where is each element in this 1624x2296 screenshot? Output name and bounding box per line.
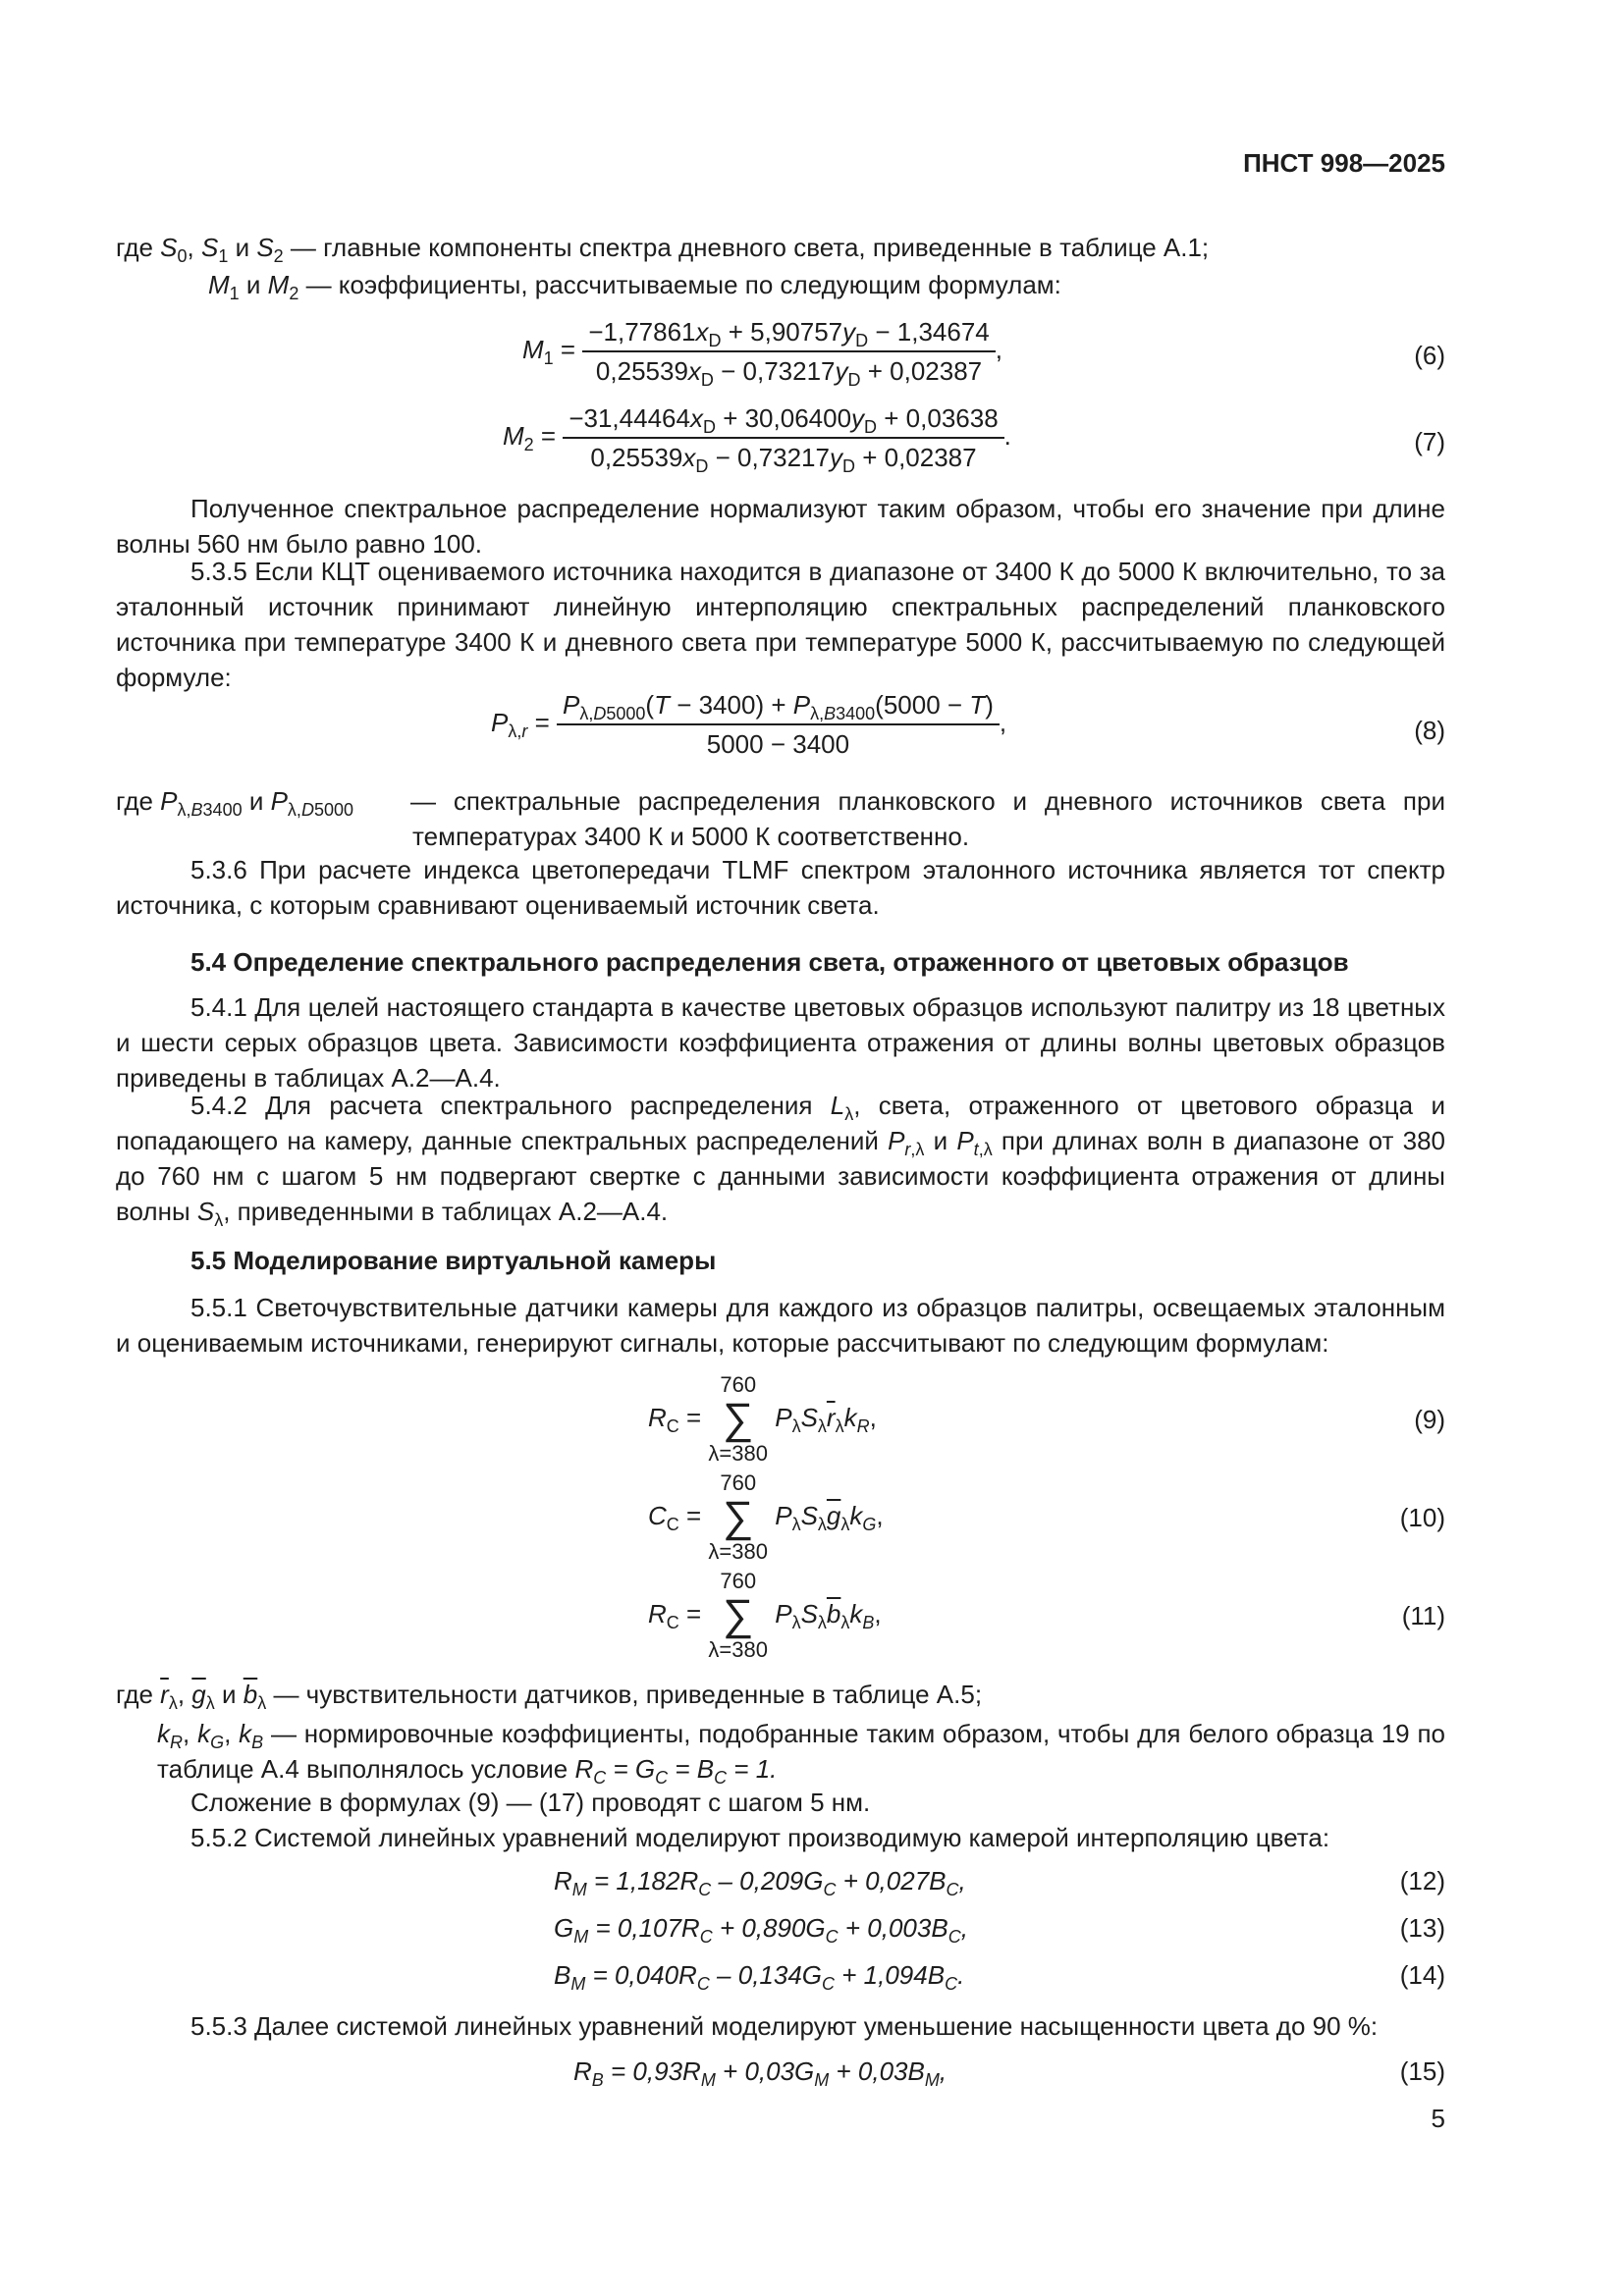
- formula-12-number: (12): [1399, 1866, 1445, 1896]
- formula-7: $M_2$ = $\frac{-31,44464x_D + 30,06400y_D + 0,03638}{0,25539x_D - 0,73217y_D + 0,02387}$ .: [503, 400, 1011, 475]
- definition-p-distributions-label: где $P_{\lambda,B3400}$ и $P_{\lambda,D5000}$: [116, 786, 353, 820]
- formula-14: $B_M = 0,040R_C - 0,134G_C + 1,094B_C$.: [554, 1960, 965, 1994]
- formula-12: $R_M = 1,182R_C - 0,209G_C + 0,027B_C$,: [554, 1866, 966, 1899]
- formula-8: $P_{\lambda,r}$ = $\frac{P_{\lambda,D5000}(T - 3400) + P_{\lambda,B3400}(5000 - T)}{5000 - 3400}$ ,: [491, 687, 1006, 762]
- formula-9: $R_C$ = 760 ∑ λ=380 $P_\lambda S_\lambda\overline{r}_\lambda k_R$,: [648, 1372, 877, 1466]
- paragraph-5-4-1: 5.4.1 Для целей настоящего стандарта в качестве цветовых образцов используют палитру из 18 цветных и шести серых образцов цвета. Зависимости коэффициента отражения от длины волны цветовых образцов приведены в таблицах А.2—А.4.: [116, 992, 1445, 1093]
- document-id: ПНСТ 998—2025: [1243, 148, 1445, 178]
- formula-6: $M_1$ = $\frac{-1,77861x_D + 5,90757y_D - 1,34674}{0,25539x_D - 0,73217y_D + 0,02387}$ ,: [522, 314, 1002, 389]
- section-heading-5-5: 5.5 Моделирование виртуальной камеры: [190, 1246, 717, 1275]
- paragraph-5-5-2: 5.5.2 Системой линейных уравнений моделируют производимую камерой интерполяцию цвета:: [190, 1823, 1330, 1852]
- formula-6-number: (6): [1414, 341, 1445, 370]
- paragraph-normalization: Полученное спектральное распределение нормализуют таким образом, чтобы его значение при длине волны 560 нм было равно 100.: [116, 494, 1445, 559]
- formula-11: $R_C$ = 760 ∑ λ=380 $P_\lambda S_\lambda\overline{b}_\lambda k_B$,: [648, 1569, 882, 1662]
- definition-s-components: где $S_0$, $S_1$ и $S_2$ — главные компоненты спектра дневного света, приведенные в таблице А.1;: [116, 233, 1210, 266]
- paragraph-5-5-3: 5.5.3 Далее системой линейных уравнений моделируют уменьшение насыщенности цвета до 90 %:: [190, 2011, 1379, 2041]
- paragraph-5-5-1: 5.5.1 Светочувствительные датчики камеры для каждого из образцов палитры, освещаемых эталонным и оцениваемым источниками, генерируют сигналы, которые рассчитывают по следующим формулам:: [116, 1293, 1445, 1358]
- formula-14-number: (14): [1399, 1960, 1445, 1990]
- formula-15-number: (15): [1399, 2056, 1445, 2086]
- formula-15: $R_B = 0,93R_M + 0,03G_M + 0,03B_M$,: [573, 2056, 947, 2090]
- formula-8-number: (8): [1414, 716, 1445, 745]
- formula-13-number: (13): [1399, 1913, 1445, 1943]
- page-number: 5: [1431, 2104, 1445, 2133]
- formula-9-number: (9): [1414, 1405, 1445, 1434]
- formula-11-number: (11): [1401, 1601, 1445, 1630]
- definition-normalization-coefficients: $k_R$, $k_G$, $k_B$ — нормировочные коэффициенты, подобранные таким образом, чтобы для белого образца 19 по таблице А.4 выполнялось условие $R_C = G_C = B_C = 1$.: [157, 1719, 1446, 1788]
- paragraph-5-3-6: 5.3.6 При расчете индекса цветопередачи TLMF спектром эталонного источника является тот спектр источника, с которым сравнивают оцениваемый источник света.: [116, 855, 1445, 920]
- definition-p-distributions-text: — спектральные распределения планковского и дневного источников света при температурах 3400 К и 5000 К соответственно.: [410, 786, 1445, 851]
- section-heading-5-4: 5.4 Определение спектрального распределения света, отраженного от цветовых образцов: [190, 947, 1349, 977]
- definition-sensitivities: где $\overline{r}_\lambda$, $\overline{g}_\lambda$ и $\overline{b}_\lambda$ — чувствительности датчиков, приведенные в таблице А.5;: [116, 1680, 983, 1713]
- paragraph-5-3-5: 5.3.5 Если КЦТ оцениваемого источника находится в диапазоне от 3400 К до 5000 К включительно, то за эталонный источник принимают линейную интерполяцию спектральных распределений планковского источника при температуре 3400 К и дневного света при температуре 5000 К, рассчитываемую по следующей формуле:: [116, 557, 1445, 692]
- definition-m-coefficients: $M_1$ и $M_2$ — коэффициенты, рассчитываемые по следующим формулам:: [208, 270, 1061, 303]
- formula-7-number: (7): [1414, 427, 1445, 456]
- formula-10: $C_C$ = 760 ∑ λ=380 $P_\lambda S_\lambda\overline{g}_\lambda k_G$,: [648, 1470, 884, 1564]
- paragraph-5-4-2: 5.4.2 Для расчета спектрального распределения $L_\lambda$, света, отраженного от цветового образца и попадающего на камеру, данные спектральных распределений $P_{r,\lambda}$ и $P_{t,\lambda}$ при длинах волн в диапазоне от 380 до 760 нм с шагом 5 нм подвергают свертке с данными зависимости коэффициента отражения от длины волны $S_\lambda$, приведенными в таблицах А.2—А.4.: [116, 1091, 1445, 1230]
- formula-10-number: (10): [1399, 1503, 1445, 1532]
- formula-13: $G_M = 0,107R_C + 0,890G_C + 0,003B_C$,: [554, 1913, 968, 1947]
- paragraph-summation-step: Сложение в формулах (9) — (17) проводят с шагом 5 нм.: [190, 1788, 871, 1817]
